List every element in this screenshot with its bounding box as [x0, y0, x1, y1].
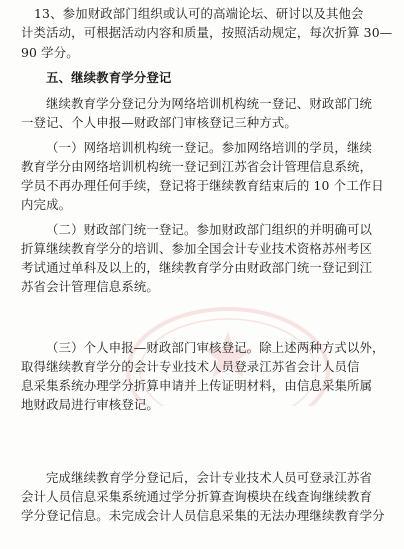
- text-line: 地财政局进行审核登记。: [21, 397, 159, 412]
- text-line: 考试通过单科及以上的，继续教育学分由财政部门统一登记到江: [21, 260, 373, 275]
- text-line: 继续教育学分登记分为网络培训机构统一登记、财政部门统: [46, 96, 373, 111]
- text-line: 内完成。: [21, 197, 72, 212]
- text-line: 90 学分。: [21, 45, 79, 60]
- text-line: 苏省会计管理信息系统。: [21, 279, 159, 294]
- text-line: 取得继续教育学分的会计专业技术人员登录江苏省会计人员信: [21, 359, 360, 374]
- text-line: （二）财政部门统一登记。参加财政部门组织的并明确可以: [46, 222, 373, 237]
- text-line: 计类活动，可根据活动内容和质量，按照活动规定，每次折算 30—: [21, 25, 393, 40]
- text-line: 息采集系统办理学分折算申请并上传证明材料，由信息采集所属: [21, 378, 373, 393]
- section-heading: 五、继续教育学分登记: [46, 70, 172, 85]
- text-line: （一）网络培训机构统一登记。参加网络培训的学员，继续: [46, 140, 373, 155]
- text-line: 完成继续教育学分登记后，会计专业技术人员可登录江苏省: [46, 470, 373, 485]
- text-line: 学员不再办理任何手续，登记将于继续教育结束后的 10 个工作日: [21, 178, 384, 193]
- text-line: 折算继续教育学分的培训、参加全国会计专业技术资格苏州考区: [21, 241, 373, 256]
- text-line: 教育学分由网络培训机构统一登记到江苏省会计管理信息系统，: [21, 159, 373, 174]
- text-line: 学分登记信息。未完成会计人员信息采集的无法办理继续教育学分: [21, 508, 385, 523]
- text-line: 13、参加财政部门组织或认可的高端论坛、研讨以及其他会: [34, 6, 364, 21]
- text-line: 会计人员信息采集系统通过学分折算查询模块在线查询继续教育: [21, 489, 373, 504]
- text-line: （三）个人申报—财政部门审核登记。除上述两种方式以外，: [46, 340, 385, 355]
- text-line: 一登记、个人申报—财政部门审核登记三种方式。: [21, 115, 297, 130]
